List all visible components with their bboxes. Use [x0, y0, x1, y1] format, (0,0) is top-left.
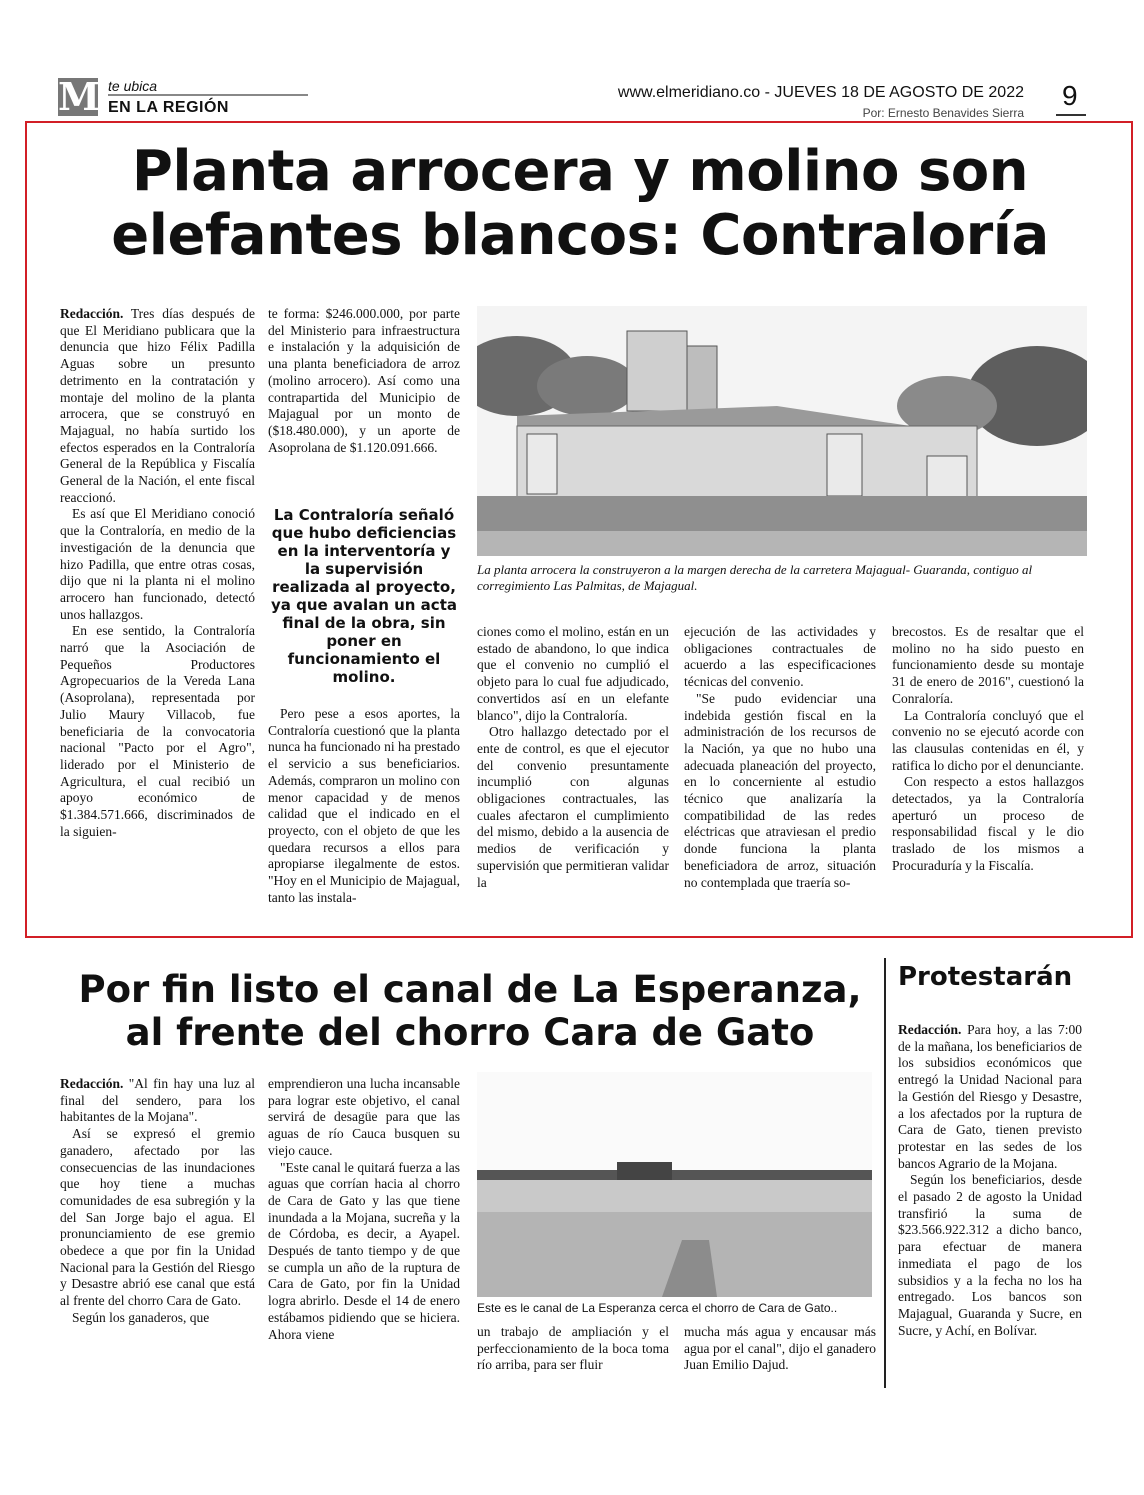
kicker-divider	[108, 94, 308, 96]
article1-paragraph: Con respecto a estos hallazgos detectados, ya la Contraloría aperturó un proceso de responsabilidad fiscal y le dio traslado de los mismos a Procuraduría y la Fiscalía.	[892, 774, 1084, 873]
article2-paragraph: un trabajo de ampliación y el perfeccionamiento de la boca toma río arriba, para ser fluir	[477, 1324, 669, 1373]
sidebar-divider	[884, 958, 886, 1388]
article2-headline-line2: al frente del chorro Cara de Gato	[125, 1011, 815, 1054]
article1-paragraph: En ese sentido, la Contraloría narró que la Asociación de Pequeños Productores Agropecuarios de la Vereda Lana (Asoprolana), representada por Julio Maury Villacob, fue beneficiaria de la convocatoria nacional "Pacto por el Agro", liderado por el Ministerio de Agricultura, el cual recibió un apoyo económico de $1.384.571.666, discriminados de la siguien-	[60, 623, 255, 839]
newspaper-logo: M	[58, 74, 101, 119]
article1-paragraph: brecostos. Es de resaltar que el molino no ha sido puesto en funcionamiento desde su montaje 31 de enero de 2016", cuestionó la Conraloría.	[892, 624, 1084, 706]
sidebar-paragraph: Según los beneficiarios, desde el pasado 2 de agosto la Unidad transfirió la suma de $23.566.922.312 a dicho banco, para efectuar de manera inmediata el pago de los subsidios y a la fecha no los ha entregado. Los bancos son Majagual, Guaranda y Sucre, en Sucre, y Achí, en Bolívar.	[898, 1172, 1082, 1338]
sidebar-text: Para hoy, a las 7:00 de la mañana, los beneficiarios de los subsidios económicos que entregó la Unidad Nacional para la Gestión del Riesgo y Desastre, a los afectados por la ruptura de Cara de Gato, tienen previsto protestar en las sedes de los bancos Agrario de la Mojana.	[898, 1022, 1082, 1171]
article2-paragraph	[60, 1076, 255, 1126]
rice-plant-photo	[477, 306, 1087, 556]
pull-quote: La Contraloría señaló que hubo deficiencias en la interventoría y la supervisión realizada al proyecto, ya que avalan un acta final de la obra, sin poner en funcionamiento el molino.	[270, 506, 457, 686]
sidebar-headline: Protestarán	[898, 962, 1073, 992]
article1-headline	[40, 140, 1120, 268]
article2-paragraph: Según los ganaderos, que	[72, 1309, 210, 1325]
article1-paragraph: "Se pudo evidenciar una indebida gestión fiscal en la administración de los recursos de la Nación, ya que no hubo una adecuada planeación del proyecto, en lo concerniente al estudio técnico que analizaría la compatibilidad de las redes eléctricas que atraviesan el predio donde funciona la planta beneficiadora de arroz, situación no contemplada que traería so-	[684, 690, 876, 890]
article1-column-1	[60, 306, 255, 841]
article1-paragraph: ejecución de las actividades y obligaciones contractuales de acuerdo a las especificaciones técnicas del convenio.	[684, 624, 876, 690]
article1-column-2	[268, 306, 460, 456]
section-kicker: te ubica	[108, 78, 158, 94]
article2-column-3	[477, 1324, 669, 1374]
article1-text: Tres días después de que El Meridiano publicara que la denuncia que hizo Félix Padilla Aguas sobre un presunto detrimento en la contratación y montaje del molino de la planta arrocera, que se construyó en Majagual, no había surtido los efectos esperados en la Contraloría General de la República y Fiscalía General de la Nación, el ente fiscal reaccionó.	[60, 306, 255, 505]
article1-paragraph: te forma: $246.000.000, por parte del Ministerio para infraestructura e instalación y la adquisición de una planta beneficiadora de arroz (molino arrocero). Así como una contrapartida del Municipio de Majagual por un monto de ($18.480.000), y un aporte de Asoprolana de $1.120.091.666.	[268, 306, 460, 455]
article2-paragraph: Así se expresó el gremio ganadero, afectado por las consecuencias de las inundaciones que hoy tiene a muchas comunidades de esa subregión y la del San Jorge bajo el agua. El pronunciamiento de ese gremio obedece a que por fin la Unidad Nacional para la Gestión del Riesgo y Desastre abrió ese canal que está al frente del chorro Cara de Gato.	[60, 1126, 255, 1309]
article2-text: "Al fin hay una luz al final del sendero, para los habitantes de la Mojana".	[60, 1076, 255, 1125]
article2-column-1	[60, 1076, 255, 1327]
article1-headline-line2: elefantes blancos: Contraloría	[111, 203, 1049, 268]
sidebar-lead: Redacción.	[898, 1022, 962, 1037]
article1-paragraph: ciones como el molino, están en un estado de abandono, lo que indica que el convenio no cumplió el objeto para lo cual fue adjudicado, convertidos así en un elefante blanco", dijo la Contraloría.	[477, 624, 669, 723]
article2-paragraph: mucha más agua y encausar más agua por el canal", dijo el ganadero Juan Emilio Dajud.	[684, 1324, 876, 1373]
page-number-rule	[1056, 114, 1086, 116]
rice-plant-illustration	[477, 306, 1087, 556]
article1-column-5	[892, 624, 1084, 875]
article2-column-4	[684, 1324, 876, 1374]
article1-paragraph: La Contraloría concluyó que el convenio no se ejecutó acorde con las clausulas contenidas en él, y ratifica lo dicho por el denunciante.	[892, 707, 1084, 773]
article2-headline-line1: Por fin listo el canal de La Esperanza,	[78, 968, 862, 1011]
article2-paragraph: emprendieron una lucha incansable para lograr este objetivo, el canal servirá de desagüe para que las aguas de río Cauca busquen su viejo cauce.	[268, 1076, 460, 1158]
article1-paragraph	[60, 306, 255, 506]
article1-paragraph: Es así que El Meridiano conoció que la Contraloría, en medio de la investigación de la denuncia que hizo Padilla, que entre otras cosas, dijo que ni la planta ni el molino arrocero han funcionado, detectó unos hallazgos.	[60, 506, 255, 622]
byline: Por: Ernesto Benavides Sierra	[862, 106, 1024, 120]
article2-photo-caption: Este es le canal de La Esperanza cerca el chorro de Cara de Gato..	[477, 1301, 838, 1315]
dateline: www.elmeridiano.co - JUEVES 18 DE AGOSTO DE 2022	[617, 84, 1024, 101]
article1-lead: Redacción.	[60, 306, 124, 321]
article1-headline-line1: Planta arrocera y molino son	[131, 139, 1029, 204]
page-number: 9	[1062, 80, 1078, 111]
canal-illustration	[477, 1072, 872, 1297]
article1-photo-caption: La planta arrocera la construyeron a la margen derecha de la carretera Majagual- Guaranda, contiguo al corregimiento Las Palmitas, de Majagual.	[477, 562, 1033, 593]
article1-paragraph: Pero pese a esos aportes, la Contraloría cuestionó que la planta nunca ha funcionado ni ha prestado el servicio a sus beneficiarios. Además, compraron un molino con menor capacidad y de menos calidad que el indicado en el proyecto, con el objeto de que les quedara recursos a ellos para apropiarse ilegalmente de estos. "Hoy en el Municipio de Majagual, tanto las instala-	[268, 706, 460, 905]
article1-column-3	[477, 624, 669, 891]
article2-lead: Redacción.	[60, 1076, 124, 1091]
article2-headline	[60, 968, 880, 1054]
article1-column-4	[684, 624, 876, 891]
canal-photo	[477, 1072, 872, 1297]
sidebar-paragraph	[898, 1022, 1082, 1172]
article1-column-2b	[268, 706, 460, 906]
article2-paragraph: "Este canal le quitará fuerza a las aguas que corrían hacia al chorro de Cara de Gato y las que tiene inundada a la Mojana, sucreña y la de Córdoba, es decir, a Ayapel. Después de tanto tiempo y de que se cumpla un año de la ruptura de Cara de Gato, por fin la Unidad logra abrirlo. Desde el 14 de enero estábamos pidiendo que se hiciera. Ahora viene	[268, 1159, 460, 1342]
article1-paragraph: Otro hallazgo detectado por el ente de control, es que el ejecutor del convenio presuntamente incumplió con algunas obligaciones contractuales, las cuales afectaron el cumplimiento del mismo, debido a la ausencia de medios de verificación y supervisión que permitieran validar la	[477, 724, 669, 890]
section-title: EN LA REGIÓN	[108, 99, 229, 116]
sidebar-body	[898, 1022, 1082, 1339]
article2-column-2	[268, 1076, 460, 1343]
